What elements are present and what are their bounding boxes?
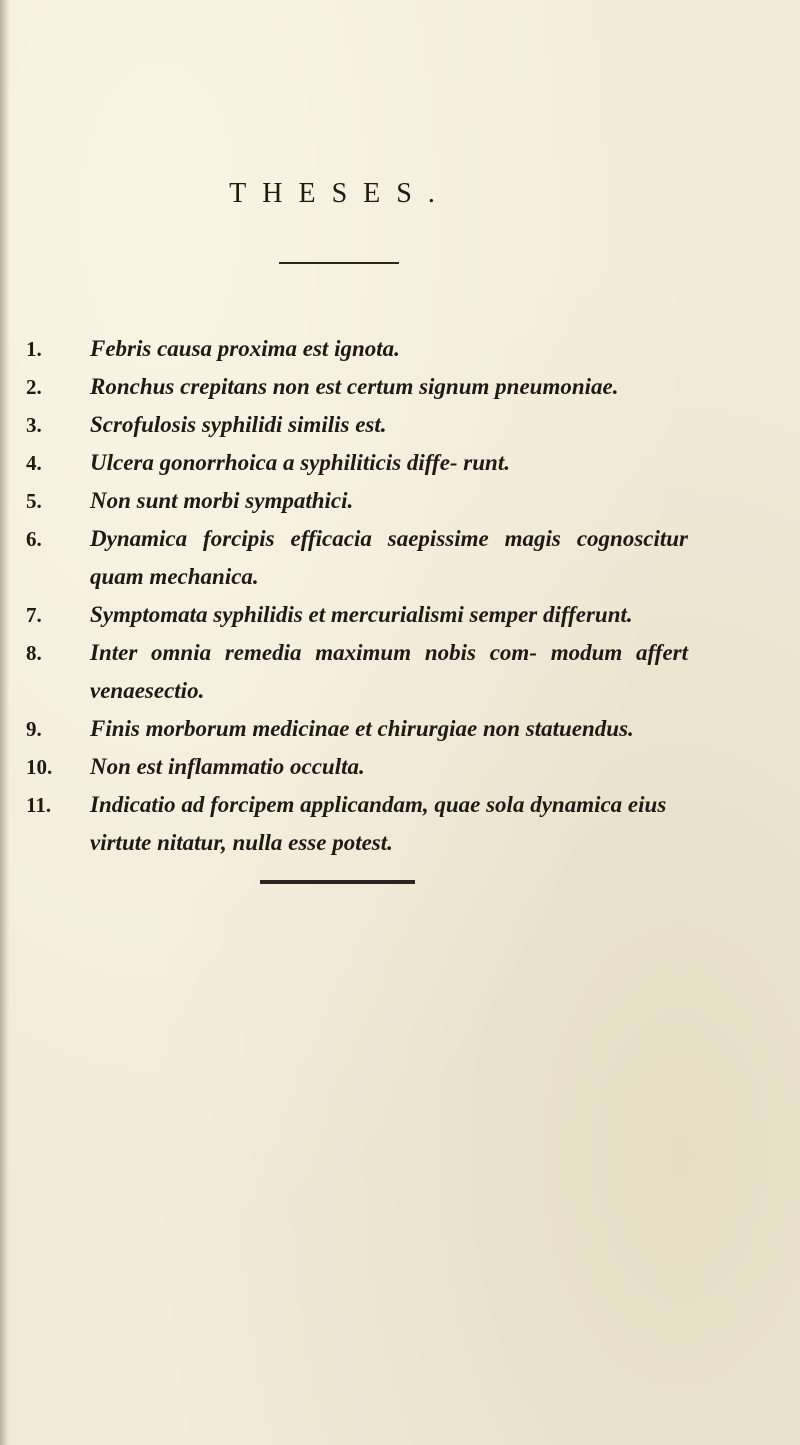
thesis-item <box>0 748 800 786</box>
thesis-text: Febris causa proxima est ignota. <box>90 336 400 361</box>
thesis-number: 11. <box>26 793 52 817</box>
thesis-item <box>0 634 800 710</box>
thesis-item <box>0 368 800 406</box>
thesis-number: 3. <box>26 413 42 437</box>
thesis-number: 1. <box>26 337 42 361</box>
thesis-number: 8. <box>26 641 42 665</box>
page-title: THESES. <box>229 178 451 209</box>
thesis-item <box>0 520 800 596</box>
thesis-item <box>0 444 800 482</box>
thesis-number: 6. <box>26 527 42 551</box>
thesis-text: Dynamica forcipis efficacia saepissime magis cognoscitur quam mechanica. <box>90 526 688 589</box>
theses-list <box>0 330 800 862</box>
thesis-number: 2. <box>26 375 42 399</box>
thesis-text: Ulcera gonorrhoica a syphiliticis diffe- runt. <box>90 450 510 475</box>
thesis-text: Inter omnia remedia maximum nobis com- modum affert venaesectio. <box>90 640 688 703</box>
thesis-text: Non est inflammatio occulta. <box>90 754 365 779</box>
title-divider <box>279 262 399 264</box>
thesis-text: Non sunt morbi sympathici. <box>90 488 354 513</box>
thesis-item <box>0 330 800 368</box>
thesis-item <box>0 786 800 862</box>
thesis-number: 9. <box>26 717 42 741</box>
thesis-text: Scrofulosis syphilidi similis est. <box>90 412 387 437</box>
thesis-item <box>0 482 800 520</box>
thesis-text: Indicatio ad forcipem applicandam, quae sola dynamica eius virtute nitatur, nulla esse potest. <box>90 792 667 855</box>
thesis-number: 10. <box>26 755 53 779</box>
closing-divider <box>260 880 415 884</box>
thesis-text: Symptomata syphilidis et mercurialismi semper differunt. <box>90 602 633 627</box>
thesis-number: 5. <box>26 489 42 513</box>
thesis-text: Finis morborum medicinae et chirurgiae non statuendus. <box>90 716 634 741</box>
thesis-text: Ronchus crepitans non est certum signum pneumoniae. <box>90 374 619 399</box>
thesis-number: 4. <box>26 451 42 475</box>
thesis-item <box>0 596 800 634</box>
thesis-item <box>0 406 800 444</box>
thesis-number: 7. <box>26 603 42 627</box>
thesis-item <box>0 710 800 748</box>
